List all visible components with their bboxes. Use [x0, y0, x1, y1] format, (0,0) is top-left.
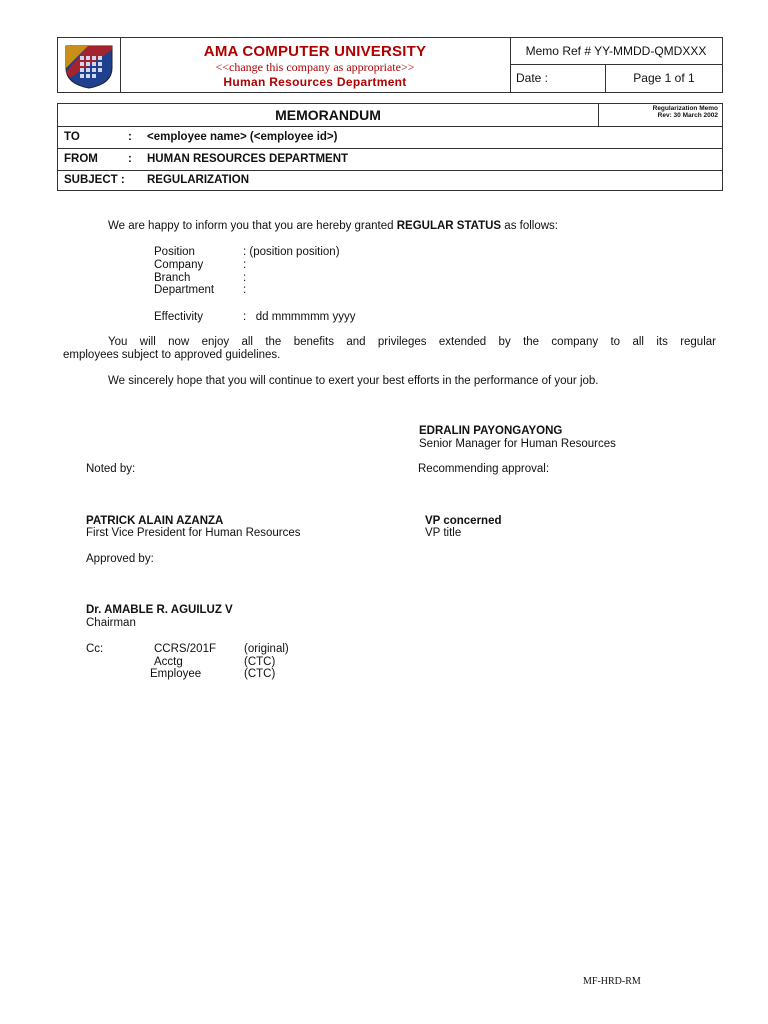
field-value-branch: :: [243, 272, 247, 284]
subject-row: [58, 170, 722, 191]
intro-text-end: as follows:: [501, 220, 558, 232]
effectivity-label: Effectivity: [154, 311, 203, 323]
intro-text: We are happy to inform you that you are hereby granted: [108, 220, 397, 232]
revision-line-2: Rev: 30 March 2002: [657, 112, 718, 119]
signer-4-name: Dr. AMABLE R. AGUILUZ V: [86, 604, 233, 616]
from-value: HUMAN RESOURCES DEPARTMENT: [147, 153, 349, 165]
memo-ref-cell: [510, 38, 722, 92]
memo-table: [57, 103, 723, 191]
benefits-paragraph-line-1: You will now enjoy all the benefits and privileges extended by the company to all its regular: [108, 336, 716, 348]
logo-cell: [58, 38, 121, 92]
benefits-paragraph-line-2: employees subject to approved guidelines.: [63, 349, 281, 361]
cc-item-note: (original): [244, 643, 289, 655]
signer-3-title: VP title: [425, 527, 462, 539]
recommending-label: Recommending approval:: [418, 463, 550, 475]
signer-2-name: PATRICK ALAIN AZANZA: [86, 515, 224, 527]
field-label-company: Company: [154, 259, 204, 271]
to-value: <employee name> (<employee id>): [147, 131, 338, 143]
cc-label: Cc:: [86, 643, 104, 655]
field-label-branch: Branch: [154, 272, 191, 284]
to-colon: :: [128, 131, 132, 143]
cc-item-name: CCRS/201F: [154, 643, 216, 655]
university-title-cell: [120, 38, 511, 92]
signer-2-title: First Vice President for Human Resources: [86, 527, 301, 539]
revision-note: [604, 105, 718, 119]
date-label: Date :: [510, 65, 606, 92]
cc-item-note: (CTC): [244, 668, 276, 680]
signer-3-name: VP concerned: [425, 515, 502, 527]
form-code: MF-HRD-RM: [583, 976, 641, 987]
subject-label: SUBJECT :: [64, 174, 125, 186]
to-label: TO: [64, 131, 80, 143]
approved-by-label: Approved by:: [86, 553, 154, 565]
department-name: Human Resources Department: [223, 75, 407, 89]
subject-value: REGULARIZATION: [147, 174, 250, 186]
cc-item-note: (CTC): [244, 656, 276, 668]
intro-paragraph: [108, 220, 558, 233]
memo-title-row: [58, 104, 722, 127]
university-name: AMA COMPUTER UNIVERSITY: [203, 43, 427, 60]
cc-item-name: Acctg: [154, 656, 183, 668]
from-label: FROM: [64, 153, 98, 165]
field-value-company: :: [243, 259, 247, 271]
field-label-position: Position: [154, 246, 195, 258]
university-logo-icon: [58, 38, 120, 92]
field-label-department: Department: [154, 284, 215, 296]
page-number: Page 1 of 1: [633, 71, 695, 85]
signer-1-title: Senior Manager for Human Resources: [419, 438, 616, 450]
revision-line-1: Regularization Memo: [652, 105, 718, 112]
header-table: [57, 37, 723, 93]
signer-4-title: Chairman: [86, 617, 136, 629]
closing-paragraph: We sincerely hope that you will continue to exert your best efforts in the performance of your job.: [108, 375, 599, 387]
noted-by-label: Noted by:: [86, 463, 136, 475]
company-note: <<change this company as appropriate>>: [215, 60, 415, 74]
from-colon: :: [128, 153, 132, 165]
cc-item-name: Employee: [150, 668, 202, 680]
memo-title: MEMORANDUM: [58, 104, 599, 126]
effectivity-value: : dd mmmmmm yyyy: [243, 311, 356, 323]
regular-status: REGULAR STATUS: [396, 220, 502, 232]
from-row: [58, 148, 722, 171]
memo-ref: Memo Ref # YY-MMDD-QMDXXX: [510, 38, 722, 65]
signer-1-name: EDRALIN PAYONGAYONG: [419, 425, 563, 437]
field-value-department: :: [243, 284, 247, 296]
field-value-position: : (position position): [243, 246, 340, 258]
to-row: [58, 126, 722, 149]
